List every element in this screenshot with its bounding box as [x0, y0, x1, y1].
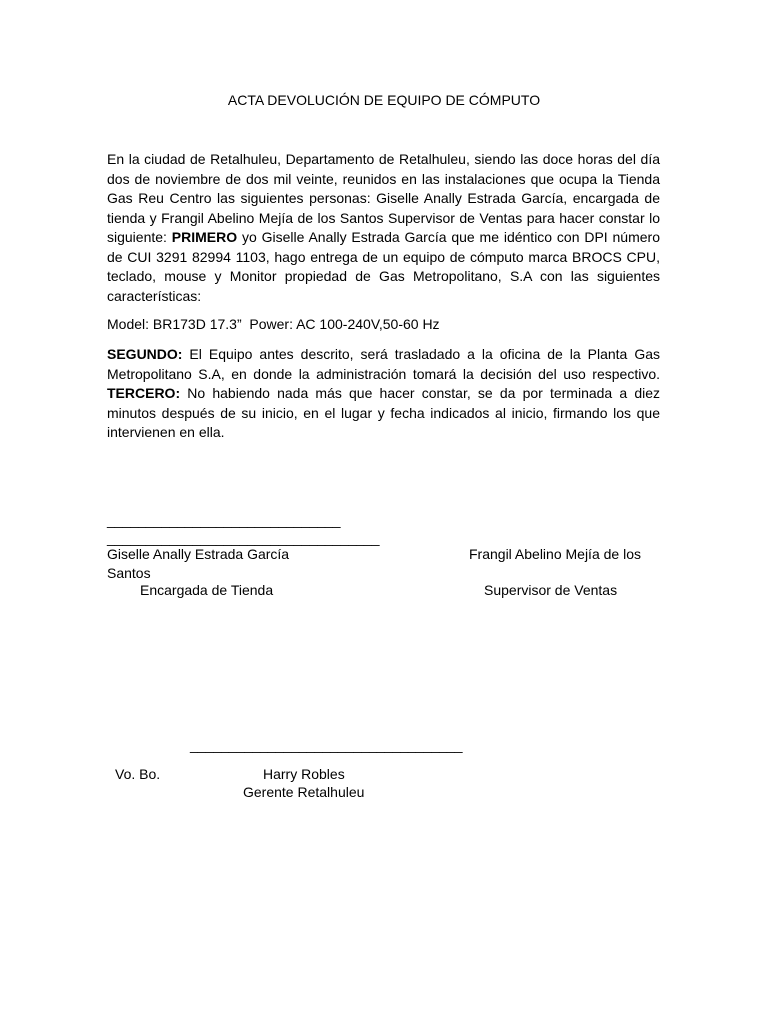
approval-vobo-label: Vo. Bo. [115, 766, 161, 782]
signature-line-2: ___________________________________ [107, 530, 380, 546]
paragraph-closing [107, 345, 660, 443]
segundo-label: SEGUNDO: [107, 346, 183, 362]
paragraph-closing-text-2: No habiendo nada más que hacer constar, se da por terminada a diez minutos después de su inicio, en el lugar y fecha indicados al inicio, firmando los que intervienen en ella. [107, 385, 660, 440]
signer-right-role: Supervisor de Ventas [484, 582, 618, 598]
approval-signature-line: ___________________________________ [190, 737, 463, 753]
signature-line-1: ______________________________ [107, 512, 341, 528]
signer-right-name-continued: Santos [107, 565, 151, 581]
primero-label: PRIMERO [171, 229, 238, 245]
paragraph-intro-text-2: yo Giselle Anally Estrada García que me idéntico con DPI número de CUI 3291 82994 1103, hago entrega de un equipo de cómputo marca BROCS CPU, teclado, mouse y Monitor propiedad de Gas Metropolitano, S.A con las siguientes características: [107, 229, 660, 304]
signer-right-name: Frangil Abelino Mejía de los [469, 546, 641, 562]
signer-left-name: Giselle Anally Estrada García [107, 546, 290, 562]
approver-name: Harry Robles [263, 766, 345, 782]
tercero-label: TERCERO: [107, 385, 181, 401]
document-title: ACTA DEVOLUCIÓN DE EQUIPO DE CÓMPUTO [227, 92, 541, 108]
signer-left-role: Encargada de Tienda [140, 582, 274, 598]
paragraph-intro [107, 150, 660, 306]
equipment-specs: Model: BR173D 17.3” Power: AC 100-240V,50-60 Hz [107, 316, 440, 332]
paragraph-closing-text-1: El Equipo antes descrito, será trasladado a la oficina de la Planta Gas Metropolitano S.A, en donde la administración tomará la decisión del uso respectivo. [107, 346, 660, 382]
paragraph-intro-text-1: En la ciudad de Retalhuleu, Departamento de Retalhuleu, siendo las doce horas del día dos de noviembre de dos mil veinte, reunidos en las instalaciones que ocupa la Tienda Gas Reu Centro las siguientes personas: Giselle Anally Estrada García, encargada de tienda y Frangil Abelino Mejía de los Santos Supervisor de Ventas para hacer constar lo siguiente: [107, 151, 660, 245]
approver-role: Gerente Retalhuleu [243, 784, 365, 800]
